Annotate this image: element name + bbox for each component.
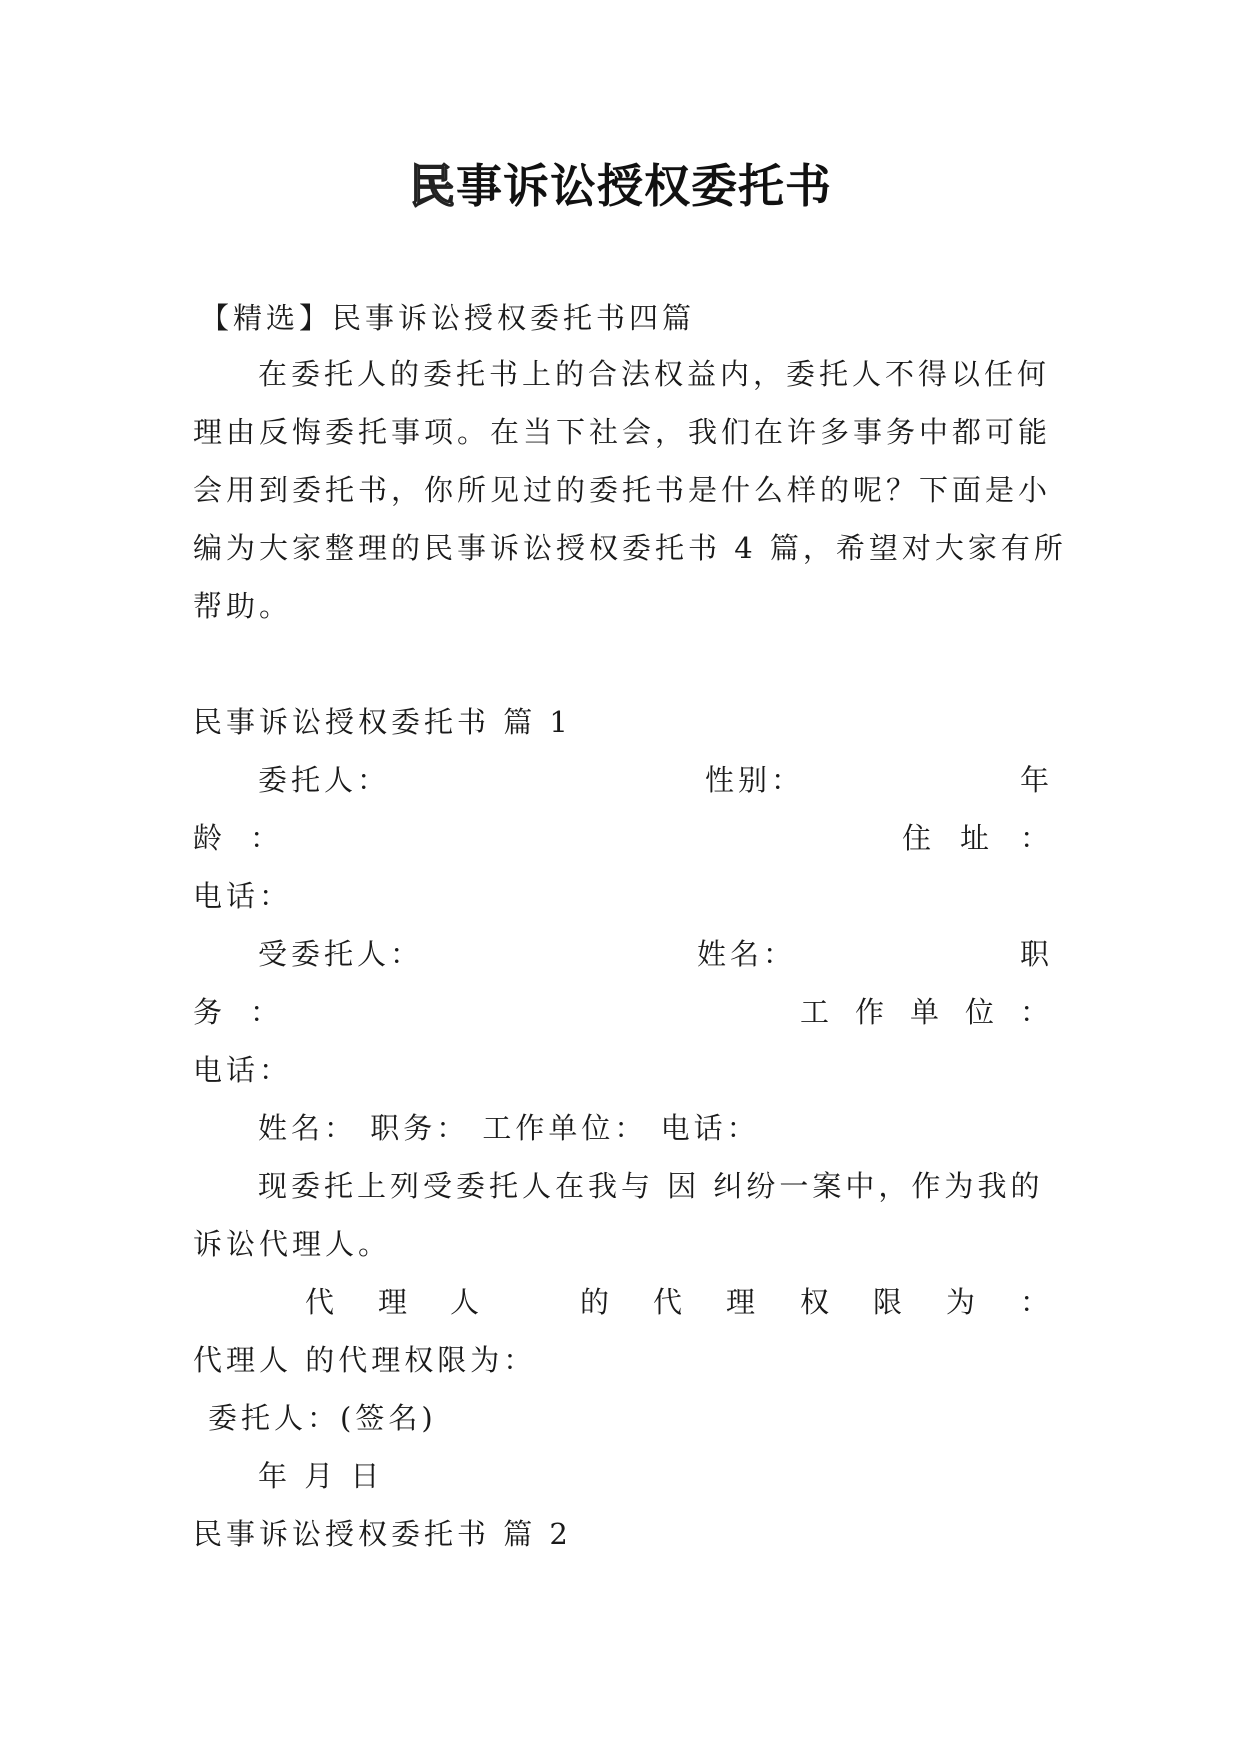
principal-addr-colon: ： bbox=[1020, 821, 1054, 855]
authority-char-9: 为 bbox=[946, 1285, 980, 1319]
date-line: 年 月 日 bbox=[258, 1459, 384, 1493]
intro-line-4: 编为大家整理的民事诉讼授权委托书 4 篇，希望对大家有所 bbox=[193, 531, 1067, 565]
document-title bbox=[0, 150, 1241, 216]
principal-label: 委托人： bbox=[258, 763, 391, 797]
authority-char-8: 限 bbox=[873, 1285, 907, 1319]
intro-line-1: 在委托人的委托书上的合法权益内，委托人不得以任何 bbox=[258, 357, 1051, 391]
entrust-line-2: 诉讼代理人。 bbox=[193, 1227, 392, 1261]
signature-line: 委托人：(签名) bbox=[208, 1401, 437, 1435]
agent-post-b: 务 bbox=[193, 995, 227, 1029]
agent-post-colon: ： bbox=[250, 995, 284, 1029]
authority-char-6: 理 bbox=[726, 1285, 760, 1319]
section1-heading: 民事诉讼授权委托书 篇 1 bbox=[193, 705, 572, 739]
title-first-char: 民 bbox=[409, 159, 456, 213]
authority-char-7: 权 bbox=[800, 1285, 834, 1319]
principal-age-b: 龄 bbox=[193, 821, 227, 855]
agent-unit-3: 单 bbox=[910, 995, 944, 1029]
principal-addr-b: 址 bbox=[960, 821, 994, 855]
entrust-line-1: 现委托上列受委托人在我与 因 纠纷一案中，作为我的 bbox=[258, 1169, 1044, 1203]
principal-addr-a: 住 bbox=[902, 821, 936, 855]
principal-age-a: 年 bbox=[1020, 763, 1054, 797]
principal-phone: 电话： bbox=[193, 879, 293, 913]
agent-unit-colon: ： bbox=[1020, 995, 1054, 1029]
intro-line-2: 理由反悔委托事项。在当下社会，我们在许多事务中都可能 bbox=[193, 415, 1052, 449]
intro-line-3: 会用到委托书，你所见过的委托书是什么样的呢？下面是小 bbox=[193, 473, 1052, 507]
agent2-fields: 姓名： 职务： 工作单位： 电话： bbox=[258, 1111, 760, 1145]
principal-age-colon: ： bbox=[250, 821, 284, 855]
intro-line-5: 帮助。 bbox=[193, 589, 293, 623]
agent-unit-1: 工 bbox=[800, 995, 834, 1029]
agent-name: 姓名： bbox=[697, 937, 797, 971]
section2-heading: 民事诉讼授权委托书 篇 2 bbox=[193, 1517, 572, 1551]
agent-unit-2: 作 bbox=[855, 995, 889, 1029]
subtitle: 【精选】民事诉讼授权委托书四篇 bbox=[200, 301, 696, 335]
authority-char-1: 代 bbox=[305, 1285, 339, 1319]
authority-char-5: 代 bbox=[653, 1285, 687, 1319]
agent-label: 受委托人： bbox=[258, 937, 424, 971]
authority-char-10: ： bbox=[1020, 1285, 1054, 1319]
authority-char-2: 理 bbox=[378, 1285, 412, 1319]
agent-unit-4: 位 bbox=[965, 995, 999, 1029]
title-rest: 事诉讼授权委托书 bbox=[456, 159, 832, 213]
authority-char-4: 的 bbox=[580, 1285, 614, 1319]
authority-line-2: 代理人 的代理权限为： bbox=[193, 1343, 537, 1377]
authority-char-3: 人 bbox=[450, 1285, 484, 1319]
principal-gender: 性别： bbox=[705, 763, 805, 797]
agent-phone: 电话： bbox=[193, 1053, 293, 1087]
agent-post-a: 职 bbox=[1020, 937, 1054, 971]
